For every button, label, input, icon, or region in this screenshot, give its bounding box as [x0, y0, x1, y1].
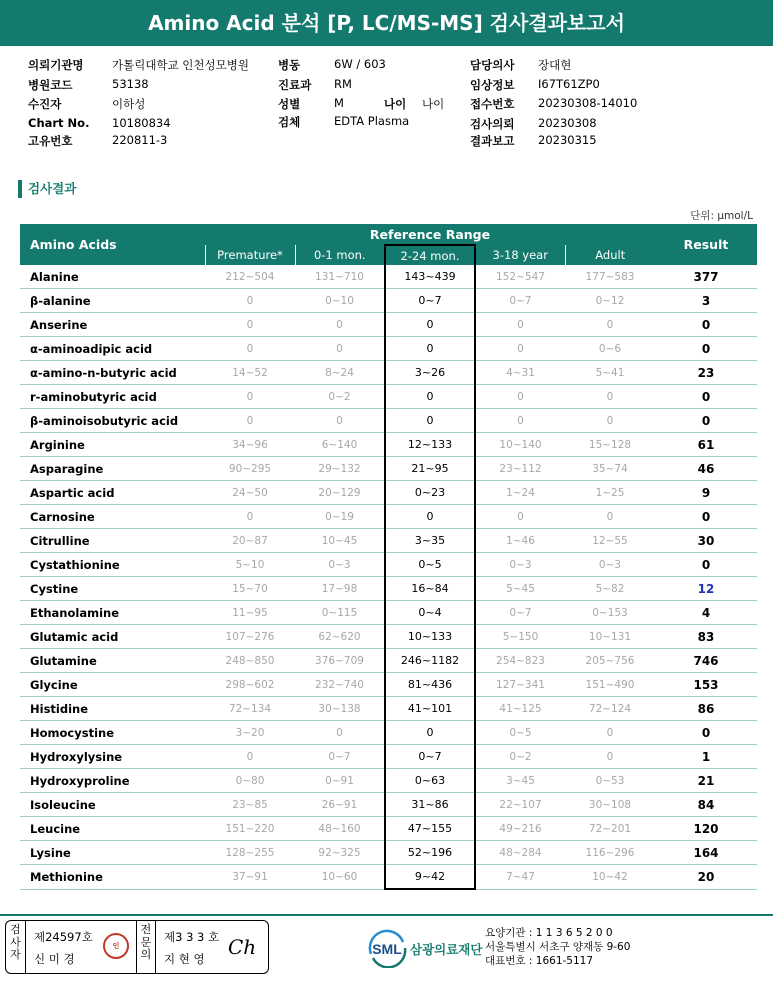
reference-range-cell: 37~91	[205, 865, 295, 890]
info-value: M	[334, 96, 344, 110]
info-value: 이하성	[112, 97, 146, 111]
info-value: RM	[334, 77, 352, 91]
reference-range-cell: 0~7	[385, 745, 475, 769]
reference-range-cell: 92~325	[295, 841, 385, 865]
result-value: 0	[655, 553, 757, 577]
table-row	[20, 649, 757, 673]
reference-range-cell: 3~20	[205, 721, 295, 745]
lab-code: 요양기관 : 1 1 3 6 5 2 0 0	[485, 927, 613, 939]
reference-range-cell: 248~850	[205, 649, 295, 673]
info-value: 6W / 603	[334, 57, 386, 71]
reference-range-cell: 31~86	[385, 793, 475, 817]
reference-range-cell: 5~41	[565, 361, 655, 385]
result-value: 3	[655, 289, 757, 313]
reference-range-cell: 0	[385, 505, 475, 529]
lab-address: 서울특별시 서초구 양재동 9-60	[485, 941, 631, 953]
reference-range-cell: 298~602	[205, 673, 295, 697]
reference-range-cell: 0~63	[385, 769, 475, 793]
reference-range-cell: 23~112	[475, 457, 565, 481]
reference-range-cell: 232~740	[295, 673, 385, 697]
reference-range-cell: 16~84	[385, 577, 475, 601]
reference-range-cell: 47~155	[385, 817, 475, 841]
reference-range-cell: 1~25	[565, 481, 655, 505]
table-row	[20, 553, 757, 577]
info-value: 20230308	[538, 116, 597, 130]
result-value: 84	[655, 793, 757, 817]
reference-range-cell: 0~19	[295, 505, 385, 529]
reference-range-cell: 30~138	[295, 697, 385, 721]
reference-range-cell: 0	[565, 745, 655, 769]
info-value: 20230315	[538, 133, 597, 147]
amino-acid-name: Methionine	[20, 865, 205, 890]
reference-range-cell: 15~70	[205, 577, 295, 601]
reference-range-cell: 0~7	[475, 601, 565, 625]
result-value: 46	[655, 457, 757, 481]
reference-range-cell: 116~296	[565, 841, 655, 865]
result-value: 0	[655, 409, 757, 433]
amino-acid-name: Isoleucine	[20, 793, 205, 817]
reference-range-cell: 0	[565, 409, 655, 433]
result-value: 0	[655, 505, 757, 529]
reference-range-cell: 0~7	[475, 289, 565, 313]
amino-acid-name: Cystathionine	[20, 553, 205, 577]
result-value: 153	[655, 673, 757, 697]
reference-range-cell: 49~216	[475, 817, 565, 841]
reference-range-cell: 0	[475, 505, 565, 529]
header-range: Adult	[565, 245, 655, 265]
patient-info	[0, 50, 773, 160]
result-value: 1	[655, 745, 757, 769]
info-value: 가톨릭대학교 인천성모병원	[112, 58, 249, 72]
reference-range-cell: 0~5	[475, 721, 565, 745]
reference-range-cell: 10~131	[565, 625, 655, 649]
logo-text: SML	[372, 941, 402, 957]
reference-range-cell: 0	[385, 337, 475, 361]
header-range: 2-24 mon.	[385, 245, 475, 265]
reference-range-cell: 151~220	[205, 817, 295, 841]
info-value: EDTA Plasma	[334, 114, 410, 128]
info-value: 10180834	[112, 116, 171, 130]
reference-range-cell: 21~95	[385, 457, 475, 481]
info-value: I67T61ZP0	[538, 77, 600, 91]
reference-range-cell: 0	[295, 409, 385, 433]
reference-range-cell: 0	[205, 337, 295, 361]
reference-range-cell: 0	[205, 745, 295, 769]
amino-acid-name: Carnosine	[20, 505, 205, 529]
reference-range-cell: 6~140	[295, 433, 385, 457]
info-label: 수진자	[28, 97, 62, 111]
amino-acid-name: Ethanolamine	[20, 601, 205, 625]
reference-range-cell: 9~42	[385, 865, 475, 890]
result-value: 20	[655, 865, 757, 890]
reference-range-cell: 35~74	[565, 457, 655, 481]
lab-info	[485, 926, 630, 968]
result-rows	[20, 265, 757, 889]
reference-range-cell: 0~23	[385, 481, 475, 505]
reference-range-cell: 3~26	[385, 361, 475, 385]
reference-range-cell: 0	[475, 313, 565, 337]
reference-range-cell: 26~91	[295, 793, 385, 817]
info-value: 장대현	[538, 58, 572, 72]
reference-range-cell: 7~47	[475, 865, 565, 890]
info-label: 검체	[278, 115, 301, 129]
amino-acid-name: Lysine	[20, 841, 205, 865]
specialist-label: 전문의	[136, 921, 156, 973]
reference-range-cell: 212~504	[205, 265, 295, 289]
table-row	[20, 361, 757, 385]
reference-range-cell: 48~160	[295, 817, 385, 841]
reference-range-cell: 72~124	[565, 697, 655, 721]
info-label: 결과보고	[470, 134, 515, 148]
result-value: 61	[655, 433, 757, 457]
table-row	[20, 265, 757, 289]
table-row	[20, 433, 757, 457]
reference-range-cell: 0~7	[385, 289, 475, 313]
info-label: Chart No.	[28, 116, 90, 130]
reference-range-cell: 0	[565, 313, 655, 337]
reference-range-cell: 0	[205, 313, 295, 337]
reference-range-cell: 0	[385, 313, 475, 337]
reference-range-cell: 376~709	[295, 649, 385, 673]
reference-range-cell: 0~3	[565, 553, 655, 577]
lab-phone: 대표번호 : 1661-5117	[485, 955, 594, 967]
reference-range-cell: 0~6	[565, 337, 655, 361]
reference-range-cell: 20~129	[295, 481, 385, 505]
table-row	[20, 769, 757, 793]
reference-range-cell: 0~4	[385, 601, 475, 625]
amino-acid-name: r-aminobutyric acid	[20, 385, 205, 409]
header-result: Result	[655, 224, 757, 265]
amino-acid-name: β-alanine	[20, 289, 205, 313]
reference-range-cell: 24~50	[205, 481, 295, 505]
reference-range-cell: 0	[205, 385, 295, 409]
table-row	[20, 721, 757, 745]
amino-acid-name: Cystine	[20, 577, 205, 601]
reference-range-cell: 5~82	[565, 577, 655, 601]
reference-range-cell: 15~128	[565, 433, 655, 457]
reference-range-cell: 0	[205, 505, 295, 529]
reference-range-cell: 0	[295, 721, 385, 745]
reference-range-cell: 10~133	[385, 625, 475, 649]
reference-range-cell: 10~45	[295, 529, 385, 553]
amino-acid-name: Leucine	[20, 817, 205, 841]
result-value: 377	[655, 265, 757, 289]
reference-range-cell: 128~255	[205, 841, 295, 865]
info-value: 220811-3	[112, 133, 168, 147]
table-row	[20, 865, 757, 890]
reference-range-cell: 29~132	[295, 457, 385, 481]
result-value: 30	[655, 529, 757, 553]
info-label: 병원코드	[28, 78, 73, 92]
result-value: 0	[655, 337, 757, 361]
reference-range-cell: 14~52	[205, 361, 295, 385]
reference-range-cell: 48~284	[475, 841, 565, 865]
tester-license: 제24597호	[34, 930, 93, 944]
table-row	[20, 577, 757, 601]
info-label: 병동	[278, 58, 301, 72]
reference-range-cell: 107~276	[205, 625, 295, 649]
reference-range-cell: 0	[295, 337, 385, 361]
reference-range-cell: 72~201	[565, 817, 655, 841]
reference-range-cell: 205~756	[565, 649, 655, 673]
result-value: 12	[655, 577, 757, 601]
info-label: 임상정보	[470, 78, 515, 92]
reference-range-cell: 0	[475, 409, 565, 433]
reference-range-cell: 0~91	[295, 769, 385, 793]
info-label: 접수번호	[470, 97, 515, 111]
reference-range-cell: 0~5	[385, 553, 475, 577]
amino-acid-name: Histidine	[20, 697, 205, 721]
table-row	[20, 313, 757, 337]
reference-range-cell: 0~80	[205, 769, 295, 793]
lab-name: 삼광의료재단	[410, 942, 483, 957]
age-value: 나이	[422, 97, 445, 111]
section-title: 검사결과	[18, 180, 76, 198]
reference-range-cell: 0	[385, 721, 475, 745]
result-value: 83	[655, 625, 757, 649]
reference-range-cell: 0~3	[295, 553, 385, 577]
reference-range-cell: 10~42	[565, 865, 655, 890]
header-amino-acids: Amino Acids	[20, 224, 205, 265]
reference-range-cell: 246~1182	[385, 649, 475, 673]
info-label: 고유번호	[28, 134, 73, 148]
result-value: 746	[655, 649, 757, 673]
amino-acid-name: Anserine	[20, 313, 205, 337]
amino-acid-name: Glycine	[20, 673, 205, 697]
seal-stamp: 인	[103, 933, 129, 959]
signature-box	[5, 920, 269, 974]
reference-range-cell: 0~115	[295, 601, 385, 625]
reference-range-cell: 10~60	[295, 865, 385, 890]
table-row	[20, 337, 757, 361]
reference-range-cell: 12~133	[385, 433, 475, 457]
report-title: Amino Acid 분석 [P, LC/MS-MS] 검사결과보고서	[0, 0, 773, 46]
amino-acid-name: Alanine	[20, 265, 205, 289]
reference-range-cell: 0~7	[295, 745, 385, 769]
table-row	[20, 745, 757, 769]
reference-range-cell: 0	[205, 289, 295, 313]
reference-range-cell: 0	[385, 409, 475, 433]
table-row	[20, 481, 757, 505]
table-row	[20, 817, 757, 841]
reference-range-cell: 131~710	[295, 265, 385, 289]
amino-acid-name: Citrulline	[20, 529, 205, 553]
reference-range-cell: 0~12	[565, 289, 655, 313]
amino-acid-name: α-amino-n-butyric acid	[20, 361, 205, 385]
amino-acid-name: Asparagine	[20, 457, 205, 481]
reference-range-cell: 17~98	[295, 577, 385, 601]
table-row	[20, 409, 757, 433]
reference-range-cell: 127~341	[475, 673, 565, 697]
reference-range-cell: 0	[565, 721, 655, 745]
reference-range-cell: 1~24	[475, 481, 565, 505]
header-reference-range: Reference Range	[205, 224, 655, 245]
reference-range-cell: 0	[565, 385, 655, 409]
reference-range-cell: 0	[205, 409, 295, 433]
table-row	[20, 601, 757, 625]
reference-range-cell: 0	[475, 385, 565, 409]
info-value: 53138	[112, 77, 149, 91]
info-label: 의뢰기관명	[28, 58, 84, 72]
result-value: 86	[655, 697, 757, 721]
reference-range-cell: 0~2	[295, 385, 385, 409]
reference-range-cell: 81~436	[385, 673, 475, 697]
reference-range-cell: 12~55	[565, 529, 655, 553]
reference-range-cell: 3~45	[475, 769, 565, 793]
amino-acid-name: β-aminoisobutyric acid	[20, 409, 205, 433]
age-label: 나이	[384, 97, 407, 111]
result-value: 0	[655, 385, 757, 409]
reference-range-cell: 254~823	[475, 649, 565, 673]
table-row	[20, 457, 757, 481]
amino-acid-name: Glutamic acid	[20, 625, 205, 649]
reference-range-cell: 8~24	[295, 361, 385, 385]
reference-range-cell: 143~439	[385, 265, 475, 289]
header-range: 3-18 year	[475, 245, 565, 265]
info-label: 담당의사	[470, 58, 515, 72]
reference-range-cell: 34~96	[205, 433, 295, 457]
table-row	[20, 697, 757, 721]
reference-range-cell: 41~125	[475, 697, 565, 721]
reference-range-cell: 152~547	[475, 265, 565, 289]
info-value: 20230308-14010	[538, 96, 638, 110]
table-row	[20, 505, 757, 529]
reference-range-cell: 90~295	[205, 457, 295, 481]
amino-acid-name: α-aminoadipic acid	[20, 337, 205, 361]
header-range: 0-1 mon.	[295, 245, 385, 265]
table-row	[20, 841, 757, 865]
reference-range-cell: 62~620	[295, 625, 385, 649]
result-value: 9	[655, 481, 757, 505]
reference-range-cell: 0	[385, 385, 475, 409]
reference-range-cell: 52~196	[385, 841, 475, 865]
result-value: 0	[655, 313, 757, 337]
amino-acid-name: Homocystine	[20, 721, 205, 745]
reference-range-cell: 5~10	[205, 553, 295, 577]
reference-range-cell: 10~140	[475, 433, 565, 457]
result-value: 164	[655, 841, 757, 865]
reference-range-cell: 0~3	[475, 553, 565, 577]
result-value: 4	[655, 601, 757, 625]
table-row	[20, 625, 757, 649]
reference-range-cell: 0	[295, 313, 385, 337]
specialist-license: 제3 3 3 호	[164, 930, 220, 944]
unit-label: 단위: µmol/L	[690, 210, 753, 222]
reference-range-cell: 1~46	[475, 529, 565, 553]
info-label: 성별	[278, 97, 301, 111]
result-value: 0	[655, 721, 757, 745]
specialist-name: 지 현 영	[164, 952, 205, 966]
reference-range-cell: 30~108	[565, 793, 655, 817]
reference-range-cell: 4~31	[475, 361, 565, 385]
table-row	[20, 289, 757, 313]
result-value: 21	[655, 769, 757, 793]
amino-acid-name: Hydroxylysine	[20, 745, 205, 769]
reference-range-cell: 151~490	[565, 673, 655, 697]
results-table	[20, 224, 757, 890]
result-value: 23	[655, 361, 757, 385]
reference-range-cell: 20~87	[205, 529, 295, 553]
reference-range-cell: 41~101	[385, 697, 475, 721]
reference-range-cell: 22~107	[475, 793, 565, 817]
table-row	[20, 793, 757, 817]
info-label: 검사의뢰	[470, 117, 515, 131]
reference-range-cell: 11~95	[205, 601, 295, 625]
reference-range-cell: 3~35	[385, 529, 475, 553]
reference-range-cell: 0~2	[475, 745, 565, 769]
info-label: 진료과	[278, 78, 312, 92]
handwritten-signature: Ch	[228, 935, 257, 959]
reference-range-cell: 0~53	[565, 769, 655, 793]
reference-range-cell: 23~85	[205, 793, 295, 817]
amino-acid-name: Glutamine	[20, 649, 205, 673]
amino-acid-name: Arginine	[20, 433, 205, 457]
reference-range-cell: 0	[475, 337, 565, 361]
table-row	[20, 529, 757, 553]
reference-range-cell: 177~583	[565, 265, 655, 289]
reference-range-cell: 72~134	[205, 697, 295, 721]
tester-label: 검사자	[6, 921, 26, 973]
tester-name: 신 미 경	[34, 952, 75, 966]
amino-acid-name: Aspartic acid	[20, 481, 205, 505]
amino-acid-name: Hydroxyproline	[20, 769, 205, 793]
reference-range-cell: 5~45	[475, 577, 565, 601]
reference-range-cell: 0~10	[295, 289, 385, 313]
sml-logo	[365, 928, 410, 968]
header-range: Premature*	[205, 245, 295, 265]
footer-divider	[0, 914, 773, 916]
table-row	[20, 385, 757, 409]
reference-range-cell: 0~153	[565, 601, 655, 625]
reference-range-cell: 0	[565, 505, 655, 529]
result-value: 120	[655, 817, 757, 841]
table-row	[20, 673, 757, 697]
reference-range-cell: 5~150	[475, 625, 565, 649]
